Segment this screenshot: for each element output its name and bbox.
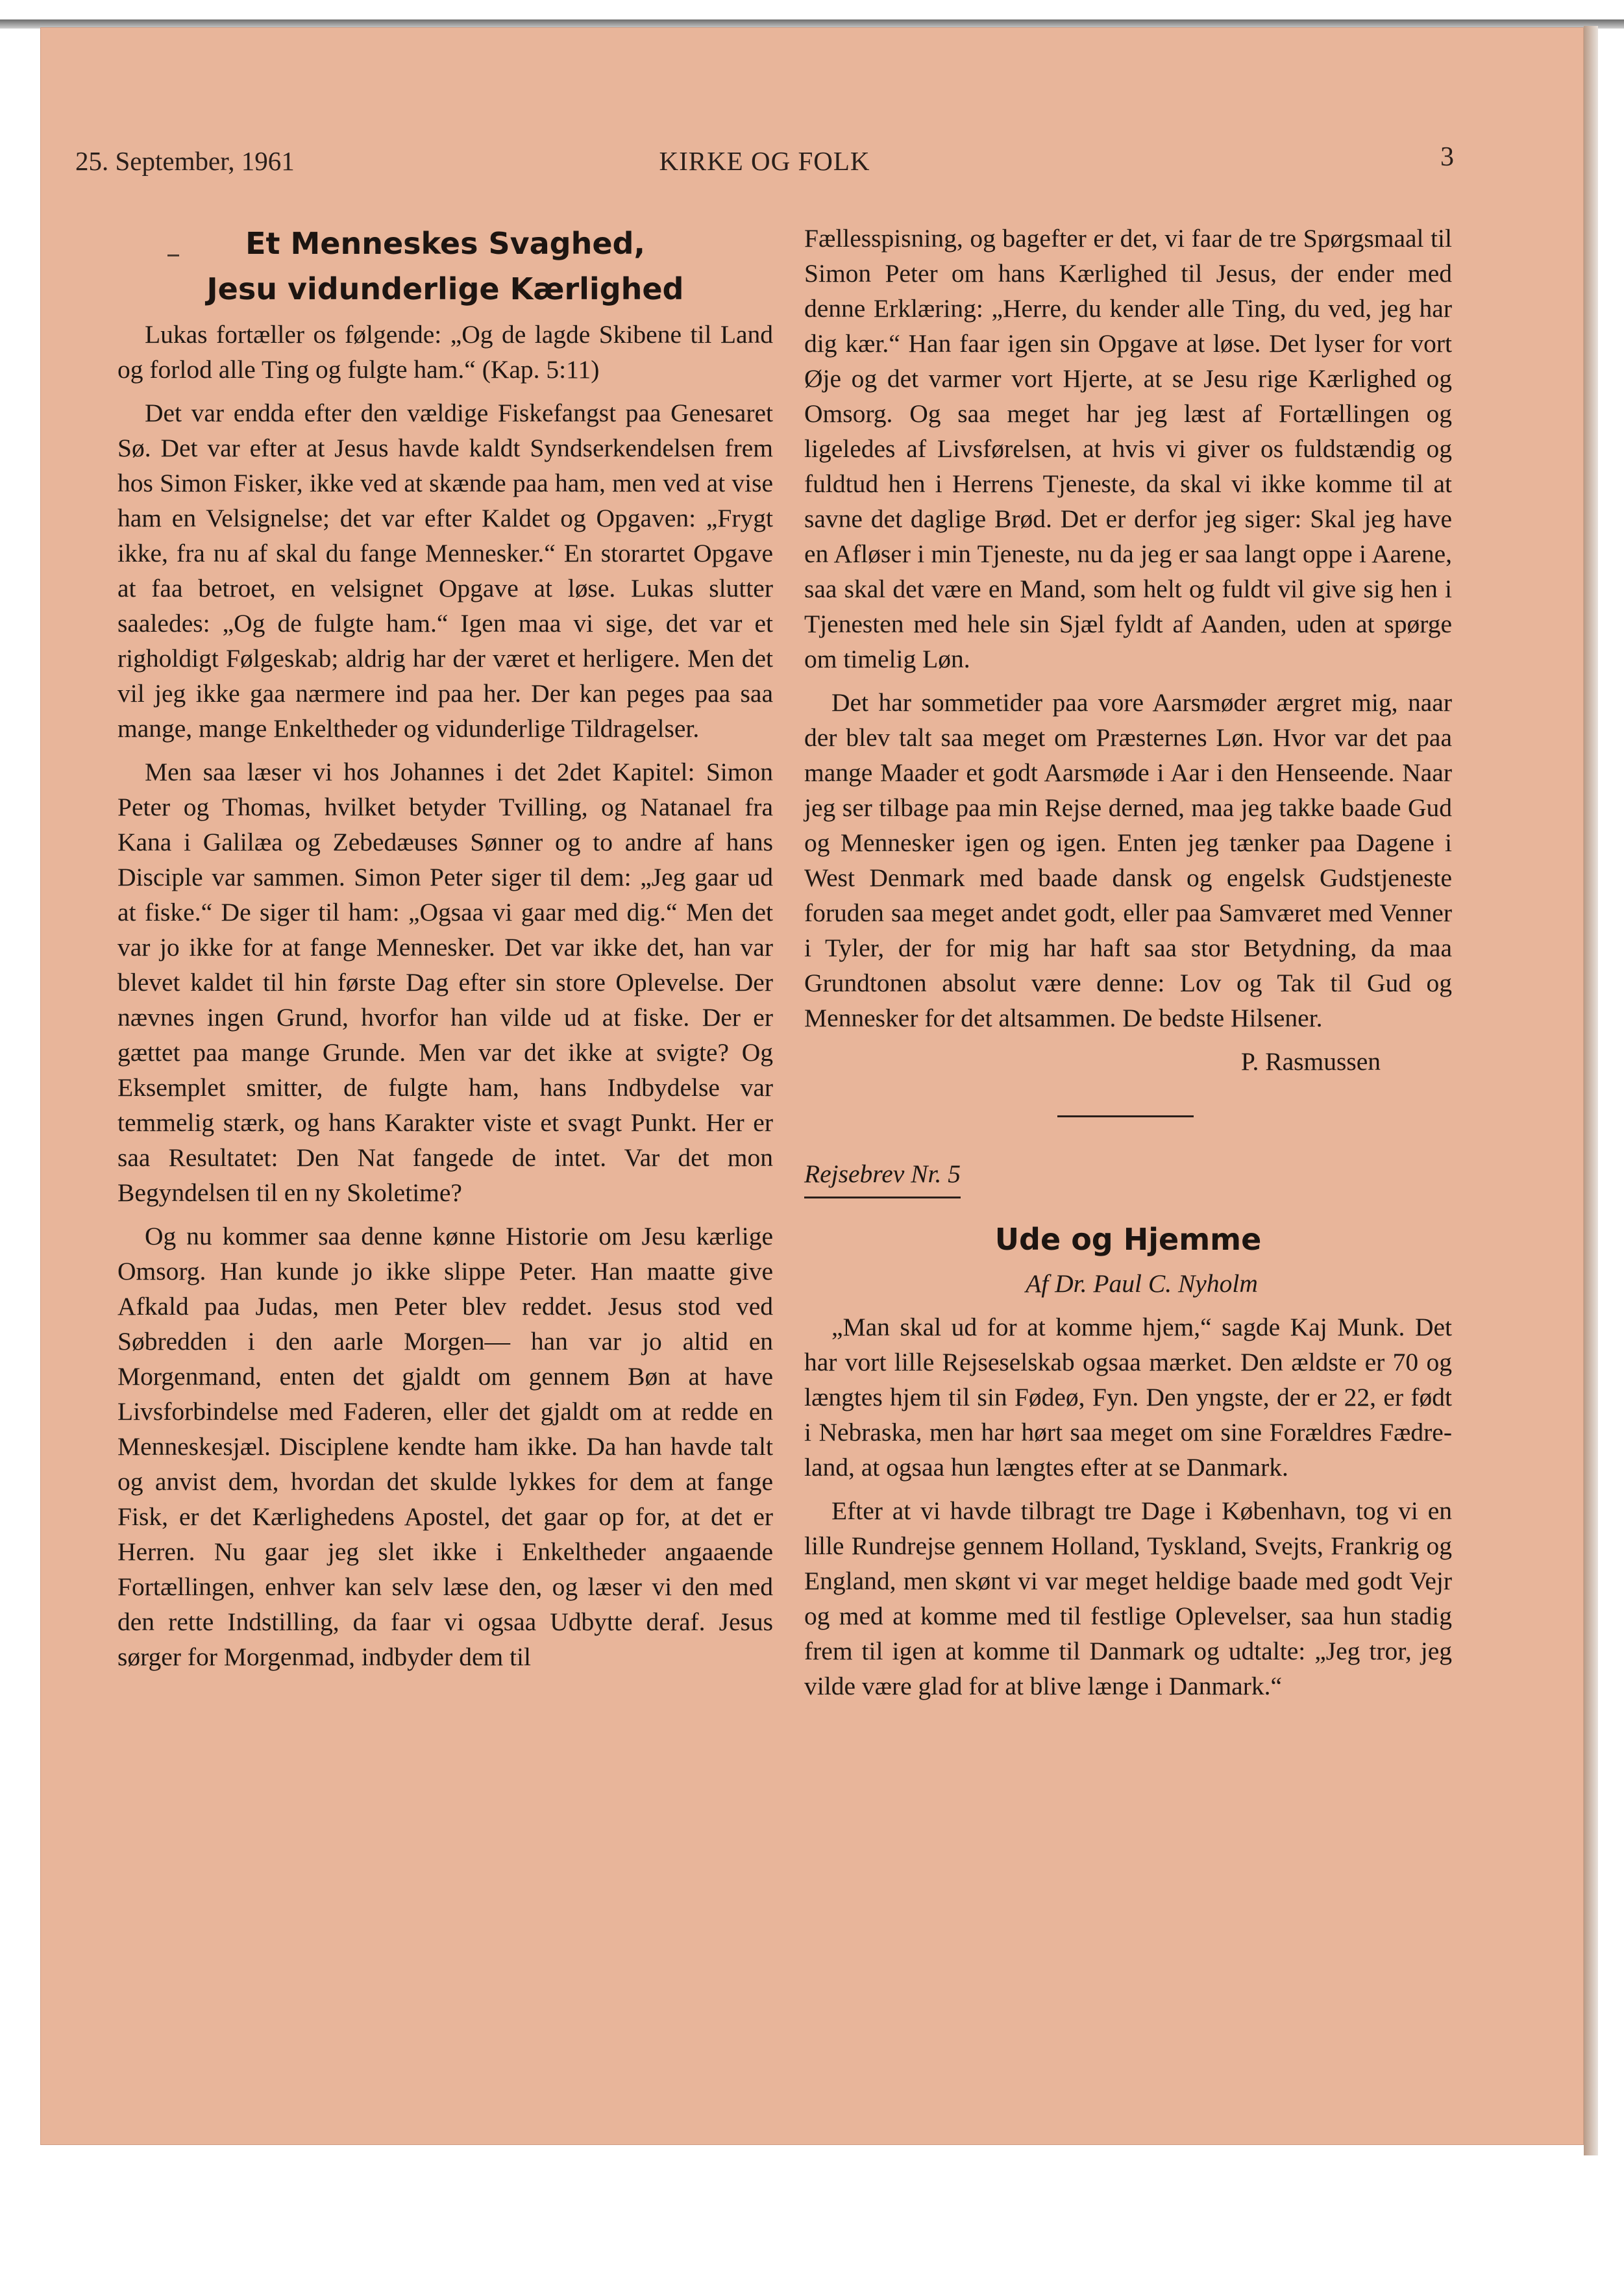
scan-edge-right (1584, 26, 1598, 2155)
article1-continuation: Fællesspisning, og bagefter er det, vi faar de tre Spørgsmaal til Simon Peter om hans Kærlighed til Jesus, der ender med denne Erklæring: „Herre, du kender alle Ting, du ved, jeg har dig kær.“ Han faar igen sin Opgave at løse. Det lyser for vort Øje og det varmer vort Hjerte, at se Jesu rige Kærlighed og Omsorg. Og saa meget har jeg læst af Fortællingen og ligeledes af Livsførelsen, at hvis vi giver os fuldstændig og fuldtud hen i Herrens Tjeneste, da skal vi ikke komme til at savne det daglige Brød. Det er derfor jeg siger: Skal jeg have en Afløser i min Tjeneste, nu da jeg er saa langt oppe i Aarene, saa skal det være en Mand, som helt og fuldt vil give sig hen i Tjenesten med hele sin Sjæl fyldt af Aanden, uden at spørge om timelig Løn. (804, 224, 1452, 673)
article1-paragraph: Men saa læser vi hos Johannes i det 2det Kapitel: Simon Peter og Thomas, hvilket betyder Tvilling, og Natanael fra Kana i Galilæa og Zebedæuses Sønner og to andre af hans Disciple var sammen. Simon Peter siger til dem: „Jeg gaar ud at fiske.“ De siger til ham: „Ogsaa vi gaar med dig.“ Men det var jo ikke for at fange Mennesker. Det var ikke det, han var blevet kaldet til hin første Dag efter sin store Oplevelse. Der nævnes ingen Grund, hvorfor han vilde ud at fiske. Der er gættet paa mange Grunde. Men var det ikke at svigte? Og Eksemplet smitter, de fulgte ham, hans Indbydelse var temmelig stærk, og hans Karakter viste et svagt Punkt. Her er saa Resultatet: Den Nat fangede de intet. Var det mon Begyndelsen til en ny Skoletime? (117, 758, 773, 1207)
article2-byline: Af Dr. Paul C. Nyholm (1026, 1269, 1258, 1298)
running-header (75, 131, 1454, 177)
article2-headline: Ude og Hjemme (994, 1222, 1262, 1257)
article1-signature: P. Rasmussen (1240, 1047, 1381, 1076)
issue-date: 25. September, 1961 (75, 146, 295, 176)
article1-paragraph: Det var endda efter den vældige Fiskefangst paa Genesaret Sø. Det var efter at Jesus havde kaldt Syndserkendelsen frem hos Simon Fisker, ikke ved at skænde paa ham, men ved at vise ham en Velsignelse; det var efter Kaldet og Opgaven: „Frygt ikke, fra nu af skal du fange Mennesker.“ En storartet Opgave at faa betroet, en velsignet Opgave at løse. Lukas slutter saaledes: „Og de fulgte ham.“ Igen maa vi sige, det var et righoldigt Følgeskab; aldrig har der været et herligere. Men det vil jeg ikke gaa nærmere ind paa her. Der kan peges paa saa mange, mange Enkeltheder og vidunderlige Tildragelser. (117, 399, 773, 743)
article1-paragraph: Det har sommetider paa vore Aarsmøder ærgret mig, naar der blev talt saa meget om Præsternes Løn. Hvor var det paa mange Maader et godt Aarsmøde i Aar i den Henseende. Naar jeg ser tilbage paa min Rejse derned, maa jeg takke baade Gud og Mennesker igen og igen. Enten jeg tænker paa Dagene i West Denmark med baade dansk og engelsk Gudstjeneste foruden saa meget andet godt, eller paa Samværet med Venner i Tyler, der for mig har haft saa stor Betydning, da maa Grundtonen absolut være denne: Lov og Tak til Gud og Mennesker for det altsammen. De bedste Hilsener. (804, 688, 1452, 1032)
section-divider (1057, 1115, 1194, 1117)
left-column (117, 221, 773, 1683)
article2-kicker: Rejsebrev Nr. 5 (804, 1156, 961, 1198)
right-column (804, 221, 1452, 1712)
publication-title: KIRKE OG FOLK (659, 146, 870, 176)
article1-title-line2: Jesu vidunderlige Kærlighed (206, 271, 684, 306)
article1-title-line1: Et Menneskes Svaghed, (245, 226, 645, 261)
page-number: 3 (1440, 142, 1454, 172)
article2-paragraph: „Man skal ud for at komme hjem,“ sagde Kaj Munk. Det har vort lille Rejseselskab ogsaa mærket. Den ældste er 70 og længtes hjem til sin Fødeø, Fyn. Den yngste, der er 22, er født i Nebraska, men har hørt saa meget om sine Forældres Fædreland, at ogsaa hun længtes efter at se Danmark. (804, 1313, 1452, 1482)
article1-paragraph: Lukas fortæller os følgende: „Og de lagde Skibene til Land og forlod alle Ting og fulgte ham.“ (Kap. 5:11) (117, 320, 773, 384)
article1-paragraph: Og nu kommer saa denne kønne Historie om Jesu kærlige Omsorg. Han kunde jo ikke slippe Peter. Han maatte give Afkald paa Judas, men Peter blev reddet. Jesus stod ved Søbredden i den aarle Morgen— han var jo altid en Morgenmand, enten det gjaldt om gennem Bøn at have Livsforbindelse med Faderen, eller det gjaldt om at redde en Menneskesjæl. Disciplene kendte ham ikke. Da han havde talt og anvist dem, hvordan det skulde lykkes for dem at fange Fisk, er det Kærlighedens Apostel, det gaar op for, at det er Herren. Nu gaar jeg slet ikke i Enkeltheder angaaende Fortællingen, enhver kan selv læse den, og læser vi den med den rette Indstilling, da faar vi ogsaa Udbytte deraf. Jesus sørger for Morgenmad, indbyder dem til (117, 1222, 773, 1671)
article2-paragraph: Efter at vi havde tilbragt tre Dage i København, tog vi en lille Rundrejse gennem Holland, Tyskland, Svejts, Frankrig og England, men skønt vi var meget heldige baade med godt Vejr og med at komme med til festlige Oplevelser, saa hun stadig frem til igen at komme til Danmark og udtalte: „Jeg tror, jeg vilde være glad for at blive længe i Danmark.“ (804, 1496, 1452, 1700)
article1-headline (117, 221, 773, 312)
